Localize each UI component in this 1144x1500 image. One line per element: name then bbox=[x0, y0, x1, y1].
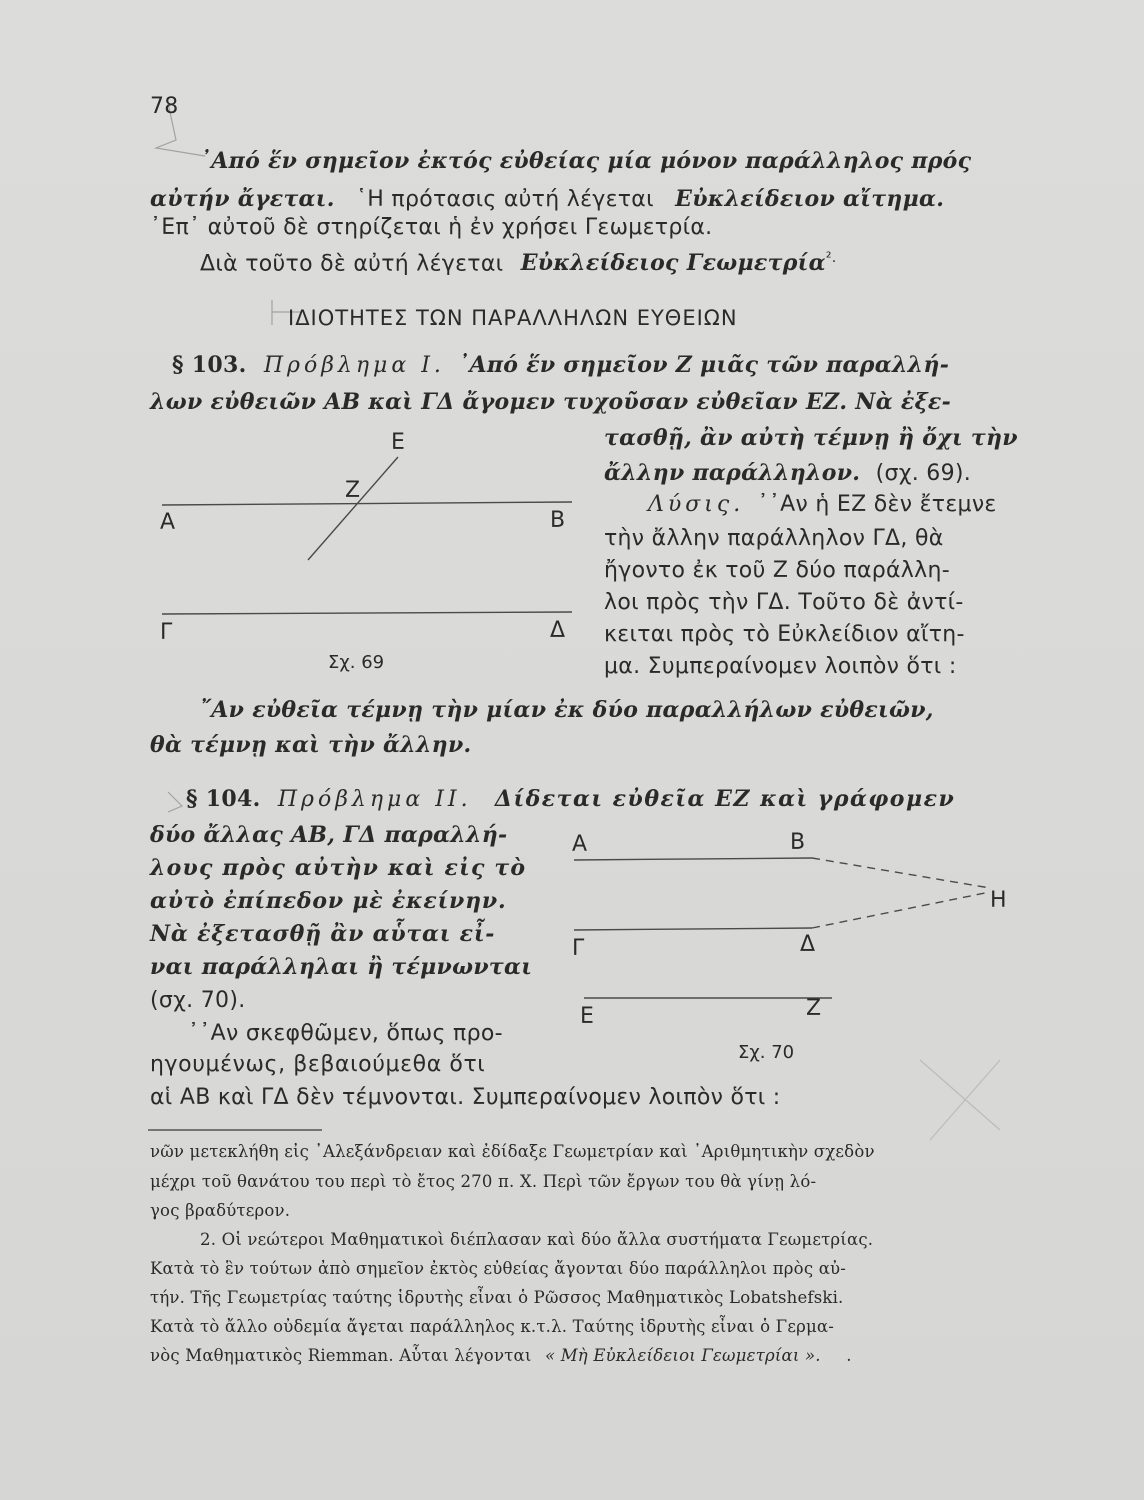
footnote-line-8-a: νὸς Μαθηματικὸς Riemman. Αὗται λέγονται bbox=[150, 1346, 532, 1365]
fig69-caption: Σχ. 69 bbox=[328, 652, 385, 673]
dashed-GD-to-H bbox=[812, 892, 990, 928]
conclusion-103-line-2: θὰ τέμνῃ καὶ τὴν ἄλλην. bbox=[150, 732, 472, 758]
footnote-ref-2: ². bbox=[825, 250, 837, 266]
fig69-label-G: Γ bbox=[160, 620, 173, 645]
fig70-label-D: Δ bbox=[800, 932, 816, 957]
problem-103-line-1 bbox=[172, 352, 949, 378]
footnote-line-5: Κατὰ τὸ ἓν τούτων ἀπὸ σημεῖον ἐκτὸς εὐθείας ἄγονται δύο παράλληλοι πρὸς αὐ- bbox=[150, 1259, 847, 1278]
figure-70 bbox=[574, 858, 990, 998]
problem-104-line-8: ᾽᾽Αν σκεφθῶμεν, ὅπως προ- bbox=[188, 1021, 503, 1046]
footnote-line-3: γος βραδύτερον. bbox=[150, 1201, 291, 1220]
problem-103-line-5 bbox=[648, 492, 997, 517]
footnote-line-6: τήν. Τῆς Γεωμετρίας ταύτης ἱδρυτὴς εἶναι ὁ Ρῶσσος Μαθηματικὸς Lobatshefski. bbox=[150, 1288, 844, 1307]
fig70-label-A: Α bbox=[572, 832, 588, 857]
line-GD-70 bbox=[574, 928, 812, 930]
intro-line-2-b: ῾Η πρότασις αὐτή λέγεται bbox=[355, 187, 654, 212]
problem-104-line-4: αὐτὸ ἐπίπεδον μὲ ἐκείνην. bbox=[150, 888, 507, 914]
intro-line-1: ᾽Από ἕν σημεῖον ἐκτός εὐθείας μία μόνον παράλληλος πρός bbox=[200, 148, 972, 174]
fig70-label-E: Ε bbox=[580, 1004, 594, 1029]
footnote-line-8-c: . bbox=[846, 1346, 852, 1365]
line-GD bbox=[162, 612, 572, 614]
problem-103-number: § 103. bbox=[172, 352, 247, 378]
fig70-label-Z: Ζ bbox=[806, 996, 822, 1021]
problem-103-line-9: κειται πρὸς τὸ Εὐκλείδιον αἴτη- bbox=[604, 622, 965, 647]
footnote-line-1: νῶν μετεκλήθη εἰς ᾽Αλεξάνδρειαν καὶ ἐδίδαξε Γεωμετρίαν καὶ ᾽Αριθμητικὴν σχεδὸν bbox=[150, 1142, 875, 1161]
fig69-label-E: Ε bbox=[391, 430, 405, 455]
line-AB bbox=[162, 502, 572, 505]
fig69-label-B: Β bbox=[550, 508, 566, 533]
conclusion-103-line-1: ῎Αν εὐθεῖα τέμνῃ τὴν μίαν ἐκ δύο παραλλήλων εὐθειῶν, bbox=[200, 697, 934, 723]
fig70-label-H: Η bbox=[990, 888, 1007, 913]
intro-line-2 bbox=[150, 186, 1030, 212]
problem-103-line-4-b: (σχ. 69). bbox=[875, 461, 972, 486]
dashed-AB-to-H bbox=[812, 858, 990, 888]
problem-104-line-7: (σχ. 70). bbox=[150, 988, 246, 1013]
intro-line-3: ᾽Επ᾽ αὐτοῦ δὲ στηρίζεται ἡ ἐν χρήσει Γεωμετρία. bbox=[150, 215, 713, 240]
page-number: 78 bbox=[150, 94, 179, 119]
problem-103-line-7: ἤγοντο ἐκ τοῦ Ζ δύο παράλλη- bbox=[604, 558, 950, 583]
problem-104-line-10: αἱ ΑΒ καὶ ΓΔ δὲν τέμνονται. Συμπεραίνομεν λοιπὸν ὅτι : bbox=[150, 1085, 781, 1110]
problem-103-line-8: λοι πρὸς τὴν ΓΔ. Τοῦτο δὲ ἀντί- bbox=[604, 590, 964, 615]
fig70-label-G: Γ bbox=[572, 936, 585, 961]
problem-104-line-5: Νὰ ἐξετασθῇ ἂν αὗται εἶ- bbox=[150, 921, 496, 947]
footnote-line-8-b: « Μὴ Εὐκλείδειοι Γεωμετρίαι ». bbox=[544, 1346, 821, 1365]
footnote-line-2: μέχρι τοῦ θανάτου του περὶ τὸ ἔτος 270 π. Χ. Περὶ τῶν ἔργων του θὰ γίνῃ λό- bbox=[150, 1172, 817, 1191]
problem-104-line-6: ναι παράλληλαι ἢ τέμνωνται bbox=[150, 954, 533, 980]
intro-line-4-a: Διὰ τοῦτο δὲ αὐτή λέγεται bbox=[200, 251, 504, 277]
intro-line-2-c: Εὐκλείδειον αἴτημα. bbox=[675, 186, 945, 212]
line-EZ bbox=[308, 457, 398, 560]
problem-104-line-1 bbox=[186, 786, 955, 812]
problem-104-number: § 104. bbox=[186, 786, 261, 812]
problem-103-label: Πρόβλημα Ι. bbox=[263, 353, 445, 378]
problem-103-line-6: τὴν ἄλλην παράλληλον ΓΔ, θὰ bbox=[604, 526, 944, 551]
problem-103-line-3: τασθῇ, ἂν αὐτὴ τέμνῃ ἢ ὄχι τὴν bbox=[604, 425, 1018, 451]
problem-104-text-1: Δίδεται εὐθεῖα ΕΖ καὶ γράφομεν bbox=[494, 786, 956, 812]
problem-103-line-4-a: ἄλλην παράλληλον. bbox=[604, 460, 861, 486]
section-heading: ΙΔΙΟΤΗΤΕΣ ΤΩΝ ΠΑΡΑΛΛΗΛΩΝ ΕΥΘΕΙΩΝ bbox=[288, 306, 738, 330]
fig70-caption: Σχ. 70 bbox=[738, 1042, 795, 1063]
intro-line-4 bbox=[200, 250, 837, 276]
problem-103-line-10: μα. Συμπεραίνομεν λοιπὸν ὅτι : bbox=[604, 654, 957, 679]
problem-103-line-4 bbox=[604, 460, 971, 486]
intro-line-4-b: Εὐκλείδειος Γεωμετρία bbox=[520, 250, 826, 277]
problem-103-text-1: ᾽Από ἕν σημεῖον Ζ μιᾶς τῶν παραλλή- bbox=[458, 352, 950, 378]
intro-line-2-a: αὐτήν ἄγεται. bbox=[150, 186, 335, 212]
problem-104-label: Πρόβλημα ΙΙ. bbox=[277, 787, 472, 812]
problem-104-line-3: λους πρὸς αὐτὴν καὶ εἰς τὸ bbox=[150, 855, 527, 881]
footnote-line-4: 2. Οἱ νεώτεροι Μαθηματικοὶ διέπλασαν καὶ δύο ἄλλα συστήματα Γεωμετρίας. bbox=[200, 1230, 874, 1249]
problem-104-line-9: ηγουμένως, βεβαιούμεθα ὅτι bbox=[150, 1052, 486, 1077]
problem-103-line-5-b: ᾽᾽Αν ἡ ΕΖ δὲν ἔτεμνε bbox=[757, 492, 997, 517]
footnote-line-7: Κατὰ τὸ ἄλλο οὐδεμία ἄγεται παράλληλος κ.τ.λ. Ταύτης ἱδρυτὴς εἶναι ὁ Γερμα- bbox=[150, 1317, 835, 1336]
line-AB-70 bbox=[574, 858, 812, 860]
figure-69 bbox=[162, 457, 572, 614]
fig69-label-A: Α bbox=[160, 510, 176, 535]
problem-103-line-2: λων εὐθειῶν ΑΒ καὶ ΓΔ ἄγομεν τυχοῦσαν εὐθεῖαν ΕΖ. Νὰ ἐξε- bbox=[150, 389, 952, 415]
problem-104-line-2: δύο ἄλλας ΑΒ, ΓΔ παραλλή- bbox=[150, 822, 508, 848]
fig70-label-B: Β bbox=[790, 830, 806, 855]
solution-label: Λύσις. bbox=[648, 492, 745, 517]
footnote-line-8 bbox=[150, 1346, 852, 1365]
fig69-label-Z: Ζ bbox=[345, 478, 361, 503]
fig69-label-D: Δ bbox=[550, 618, 566, 643]
